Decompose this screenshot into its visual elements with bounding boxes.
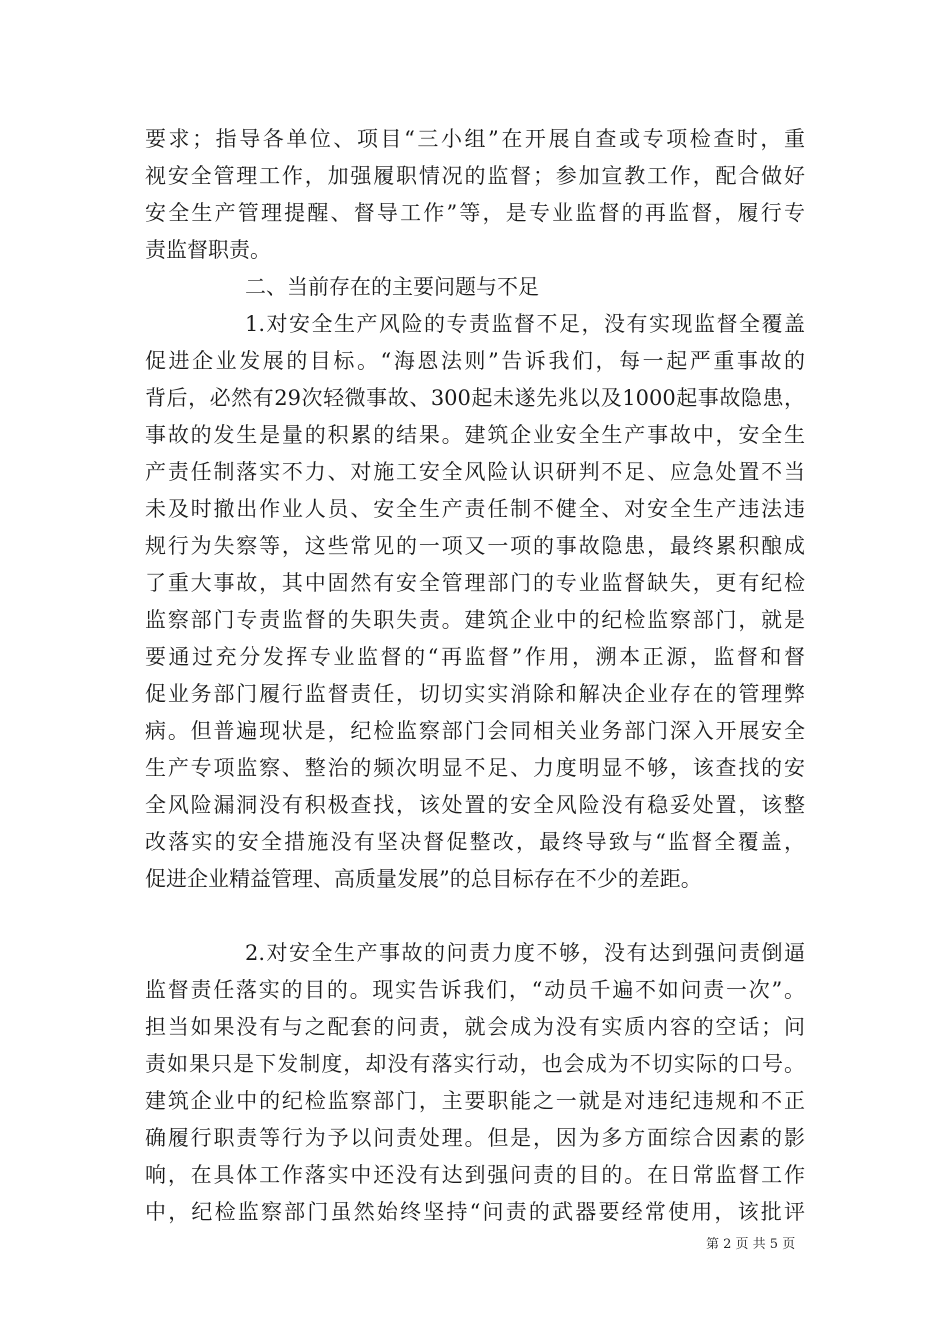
body-line-7: 促进企业发展的目标。“海恩法则”告诉我们，每一起严重事故的 [145,349,805,373]
body-line-21: 促进企业精益管理、高质量发展”的总目标存在不少的差距。 [145,867,702,891]
body-line-11: 未及时撤出作业人员、安全生产责任制不健全、对安全生产违法违 [145,497,805,521]
subsection-2-first-line: 2.对安全生产事故的问责力度不够，没有达到强问责倒逼 [245,941,805,965]
body-line-15: 要通过充分发挥专业监督的“再监督”作用，溯本正源，监督和督 [145,645,805,669]
body-line-2: 视安全管理工作，加强履职情况的监督；参加宣教工作，配合做好 [145,164,805,188]
body-line-24: 担当如果没有与之配套的问责，就会成为没有实质内容的空话；问 [145,1015,805,1039]
body-line-16: 促业务部门履行监督责任，切切实实消除和解决企业存在的管理弊 [145,682,805,706]
body-line-13: 了重大事故，其中固然有安全管理部门的专业监督缺失，更有纪检 [145,571,805,595]
body-line-8: 背后，必然有29次轻微事故、300起未遂先兆以及1000起事故隐患， [145,386,805,410]
section-heading: 二、当前存在的主要问题与不足 [245,275,539,299]
body-line-25: 责如果只是下发制度，却没有落实行动，也会成为不切实际的口号。 [145,1052,805,1076]
body-line-19: 全风险漏洞没有积极查找，该处置的安全风险没有稳妥处置，该整 [145,793,805,817]
body-line-18: 生产专项监察、整治的频次明显不足、力度明显不够，该查找的安 [145,756,805,780]
body-line-9: 事故的发生是量的积累的结果。建筑企业安全生产事故中，安全生 [145,423,805,447]
body-line-28: 响，在具体工作落实中还没有达到强问责的目的。在日常监督工作 [145,1163,805,1187]
subsection-1-first-line: 1.对安全生产风险的专责监督不足，没有实现监督全覆盖 [245,312,805,336]
body-line-23: 监督责任落实的目的。现实告诉我们，“动员千遍不如问责一次”。 [145,978,805,1002]
body-line-3: 安全生产管理提醒、督导工作”等，是专业监督的再监督，履行专 [145,201,805,225]
body-line-20: 改落实的安全措施没有坚决督促整改，最终导致与“监督全覆盖， [145,830,805,854]
body-line-1: 要求；指导各单位、项目“三小组”在开展自查或专项检查时，重 [145,127,805,151]
body-line-17: 病。但普遍现状是，纪检监察部门会同相关业务部门深入开展安全 [145,719,805,743]
body-line-14: 监察部门专责监督的失职失责。建筑企业中的纪检监察部门，就是 [145,608,805,632]
body-line-10: 产责任制落实不力、对施工安全风险认识研判不足、应急处置不当 [145,460,805,484]
page-number-footer: 第 2 页 共 5 页 [706,1237,796,1252]
body-line-12: 规行为失察等，这些常见的一项又一项的事故隐患，最终累积酿成 [145,534,805,558]
body-line-26: 建筑企业中的纪检监察部门，主要职能之一就是对违纪违规和不正 [145,1089,805,1113]
body-line-4: 责监督职责。 [145,238,271,262]
body-line-29: 中，纪检监察部门虽然始终坚持“问责的武器要经常使用，该批评 [145,1200,805,1224]
body-line-27: 确履行职责等行为予以问责处理。但是，因为多方面综合因素的影 [145,1126,805,1150]
